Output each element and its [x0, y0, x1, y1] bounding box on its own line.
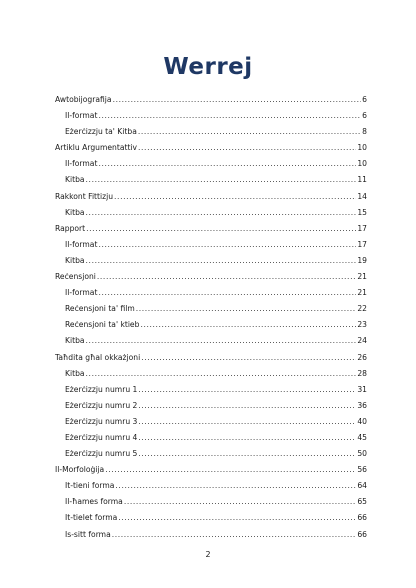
- toc-subentry[interactable]: [55, 172, 367, 188]
- toc-leader-dots: [114, 189, 356, 205]
- toc-leader-dots: [98, 156, 356, 172]
- toc-entry-page: 19: [357, 255, 367, 265]
- toc-entry-page: 50: [357, 449, 367, 459]
- toc-subentry[interactable]: [55, 382, 367, 398]
- toc-subentry[interactable]: [55, 301, 367, 317]
- toc-entry-page: 10: [357, 159, 367, 169]
- toc-entry-label: Il-format: [65, 239, 98, 249]
- toc-leader-dots: [86, 333, 357, 349]
- toc-leader-dots: [136, 301, 357, 317]
- toc-entry-label: Il-format: [65, 159, 98, 169]
- toc-entry-label: Is-sitt forma: [65, 529, 111, 539]
- toc-entry-label: Reċensjoni: [55, 272, 96, 282]
- toc-subentry[interactable]: [55, 366, 367, 382]
- toc-entry-page: 64: [357, 481, 367, 491]
- toc-leader-dots: [112, 527, 357, 543]
- toc-entry-page: 22: [357, 304, 367, 314]
- toc-subentry[interactable]: [55, 446, 367, 462]
- toc-entry-label: Rapport: [55, 223, 86, 233]
- toc-leader-dots: [124, 494, 357, 510]
- toc-entry-label: Eżerċizzju numru 1: [65, 384, 138, 394]
- toc-leader-dots: [98, 237, 356, 253]
- toc-entry-label: Taħdita għal okkażjoni: [55, 352, 141, 362]
- toc-entry-label: Eżerċizzju numru 4: [65, 432, 138, 442]
- toc-leader-dots: [141, 350, 356, 366]
- toc-leader-dots: [138, 140, 356, 156]
- toc-entry-label: Kitba: [65, 255, 85, 265]
- toc-entry-label: Eżerċizzju numru 3: [65, 416, 138, 426]
- page-title: Werrej: [163, 54, 253, 80]
- toc-entry[interactable]: [55, 92, 367, 108]
- toc-leader-dots: [118, 510, 356, 526]
- toc-entry-label: Reċensjoni ta' film: [65, 304, 135, 314]
- toc-entry-label: Il-format: [65, 288, 98, 298]
- toc-subentry[interactable]: [55, 285, 367, 301]
- toc-entry-page: 40: [357, 416, 367, 426]
- toc-entry-page: 36: [357, 400, 367, 410]
- toc-subentry[interactable]: [55, 333, 367, 349]
- toc-entry-page: 14: [357, 191, 367, 201]
- toc-subentry[interactable]: [55, 156, 367, 172]
- toc-entry-label: It-tieni forma: [65, 481, 115, 491]
- toc-entry-label: Reċensjoni ta' ktieb: [65, 320, 140, 330]
- toc-entry-page: 65: [357, 497, 367, 507]
- toc-subentry[interactable]: [55, 510, 367, 526]
- toc-entry[interactable]: [55, 462, 367, 478]
- toc-leader-dots: [113, 92, 362, 108]
- toc-entry-label: Il-format: [65, 111, 98, 121]
- toc-entry[interactable]: [55, 189, 367, 205]
- toc-entry-page: 21: [357, 272, 367, 282]
- toc-entry-label: Kitba: [65, 175, 85, 185]
- toc-entry-page: 6: [362, 111, 367, 121]
- toc-entry-page: 11: [357, 175, 367, 185]
- toc-entry-label: Il-ħames forma: [65, 497, 123, 507]
- toc-subentry[interactable]: [55, 124, 367, 140]
- toc-entry-page: 6: [362, 95, 367, 104]
- toc-entry-label: Eżerċizzju ta' Kitba: [65, 127, 137, 137]
- toc-entry-page: 28: [357, 368, 367, 378]
- toc-subentry[interactable]: [55, 430, 367, 446]
- toc-entry-label: It-tielet forma: [65, 513, 118, 523]
- toc-entry-page: 15: [357, 207, 367, 217]
- toc-entry-label: Awtobijografija: [55, 95, 112, 104]
- toc-leader-dots: [105, 462, 356, 478]
- toc-leader-dots: [140, 317, 356, 333]
- toc-leader-dots: [138, 124, 361, 140]
- toc-leader-dots: [98, 285, 356, 301]
- toc-entry-page: 10: [357, 143, 367, 153]
- toc-entry-label: Rakkont Fittizju: [55, 191, 114, 201]
- toc-subentry[interactable]: [55, 237, 367, 253]
- toc-entry-label: Kitba: [65, 207, 85, 217]
- toc-entry-label: Il-Morfoloġija: [55, 465, 105, 475]
- toc-leader-dots: [138, 398, 356, 414]
- toc-subentry[interactable]: [55, 253, 367, 269]
- toc-entry[interactable]: [55, 221, 367, 237]
- toc-entry-label: Kitba: [65, 368, 85, 378]
- toc-entry[interactable]: [55, 140, 367, 156]
- toc-leader-dots: [138, 414, 356, 430]
- toc-leader-dots: [98, 108, 361, 124]
- table-of-contents: [55, 92, 367, 543]
- toc-entry-page: 17: [357, 239, 367, 249]
- toc-leader-dots: [138, 430, 356, 446]
- toc-subentry[interactable]: [55, 108, 367, 124]
- toc-entry-page: 24: [357, 336, 367, 346]
- toc-entry-page: 45: [357, 432, 367, 442]
- toc-leader-dots: [86, 205, 357, 221]
- toc-entry-label: Artiklu Argumentattiv: [55, 143, 138, 153]
- toc-leader-dots: [86, 366, 357, 382]
- toc-subentry[interactable]: [55, 527, 367, 543]
- toc-entry[interactable]: [55, 350, 367, 366]
- toc-entry[interactable]: [55, 269, 367, 285]
- toc-leader-dots: [86, 221, 356, 237]
- page-number: 2: [205, 550, 211, 559]
- toc-subentry[interactable]: [55, 414, 367, 430]
- toc-entry-page: 66: [357, 529, 367, 539]
- toc-entry-label: Eżerċizzju numru 2: [65, 400, 138, 410]
- toc-entry-label: Kitba: [65, 336, 85, 346]
- toc-entry-page: 66: [357, 513, 367, 523]
- toc-leader-dots: [97, 269, 356, 285]
- toc-leader-dots: [86, 172, 357, 188]
- toc-leader-dots: [86, 253, 357, 269]
- toc-entry-page: 8: [362, 127, 367, 137]
- toc-leader-dots: [115, 478, 356, 494]
- toc-subentry[interactable]: [55, 205, 367, 221]
- toc-subentry[interactable]: [55, 494, 367, 510]
- toc-subentry[interactable]: [55, 317, 367, 333]
- toc-subentry[interactable]: [55, 398, 367, 414]
- toc-leader-dots: [138, 446, 356, 462]
- toc-entry-page: 23: [357, 320, 367, 330]
- toc-leader-dots: [138, 382, 356, 398]
- toc-entry-label: Eżerċizzju numru 5: [65, 449, 138, 459]
- toc-subentry[interactable]: [55, 478, 367, 494]
- toc-entry-page: 17: [357, 223, 367, 233]
- toc-entry-page: 56: [357, 465, 367, 475]
- toc-entry-page: 21: [357, 288, 367, 298]
- toc-entry-page: 26: [357, 352, 367, 362]
- toc-entry-page: 31: [357, 384, 367, 394]
